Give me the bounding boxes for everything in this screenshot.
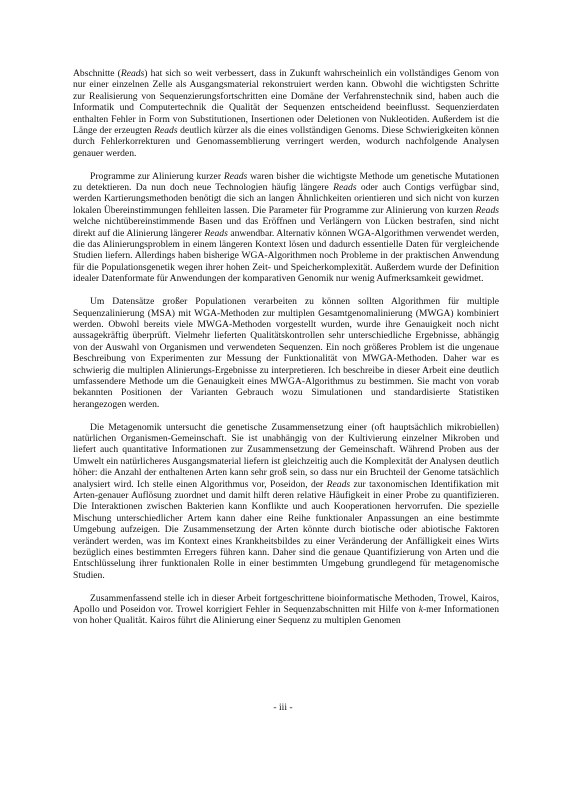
italic-term: Reads	[475, 204, 499, 216]
text-run: Die Metagenomik untersucht die genetische Zusammensetzung einer (oft hauptsächlich mikrobiellen) natürlichen Organismen-Gemeinschaft. Sie ist unabhängig von der Kultivierung einzelner Mikroben und liefert auch quantitative Informationen zur Zusammensetzung der Gemeinschaft. Während Proben aus der Umwelt ein natürlicheres Ausgangsmaterial liefern ist gleichzeitig auch die Komplexität der Analysen deutlich höher: die Anzahl der enthaltenen Arten kann sehr groß sein, so dass nur ein Bruchteil der Genome tatsächlich analysiert wird. Ich stelle einen Algorithmus vor, Poseidon, der	[73, 421, 499, 490]
paragraph-spacer	[73, 581, 499, 592]
text-run: deutlich kürzer als die eines vollständigen Genoms. Diese Schwierigkeiten können durch Fehlerkorrekturen und Genomassemblierung verringert werden, wodurch nachfolgende Analysen genauer werden.	[73, 125, 499, 159]
text-run: Abschnitte (	[73, 68, 121, 79]
paragraph	[73, 296, 499, 410]
italic-term: Reads	[223, 170, 248, 182]
page-number: - iii -	[273, 702, 293, 713]
paragraph	[73, 68, 499, 159]
paragraph-spacer	[73, 410, 499, 421]
body-text	[73, 68, 499, 627]
italic-term: k	[418, 604, 423, 616]
paragraph-spacer	[73, 159, 499, 170]
italic-term: Reads	[154, 125, 178, 137]
paragraph	[73, 422, 499, 582]
text-run: anwendbar. Alternativ können WGA-Algorithmen verwendet werden, die das Alinierungsproblem in einem längeren Kontext lösen und dadurch essentielle Daten für vergleichende Studien liefern. Allerdings haben bisherige WGA-Algorithmen noch Probleme in der praktischen Anwendung für die Populationsgenetik wegen ihrer hohen Zeit- und Speicherkomplexität. Außerdem wurde der Definition idealer Datenformate für Anwendungen der komparativen Genomik nur wenig Aufmerksamkeit gewidmet.	[73, 227, 499, 285]
text-run: ) hat sich so weit verbessert, dass in Zukunft wahrscheinlich ein vollständiges Genom von nur einer einzelnen Zelle als Ausgangsmaterial rekonstruiert werden kann. Obwohl die wichtigsten Schritte zur Realisierung von Sequenzierungsfortschritten eine Domäne der Verfahrenstechnik sind, haben auch die Informatik und Computertechnik die Qualität der Sequenzen entscheidend beeinflusst. Sequenzierdaten enthalten Fehler in Form von Substitutionen, Insertionen oder Deletionen von Nukleotiden. Außerdem ist die Länge der erzeugten	[73, 68, 499, 137]
paragraph-spacer	[73, 285, 499, 296]
text-run: zur taxonomischen Identifikation mit Arten-genauer Auflösung zuordnet und damit hilft deren relative Häufigkeit in einer Probe zu quantifizieren. Die Interaktionen zwischen Bakterien kann Konflikte und auch Kooperationen hervorrufen. Die spezielle Mischung unterschiedlicher Artem kann daher eine Reihe funktionaler Anpassungen an eine bestimmte Umgebung aufzeigen. Die Zusammensetzung der Arten könnte durch biotische oder abiotische Faktoren verändert werden, was im Kontext eines Krankheitsbildes zu einer Veränderung der Anfälligkeit eines Wirts bezüglich eines bestimmten Erregers führen kann. Daher sind die genaue Quantifizierung von Arten und die Entschlüsselung ihrer funktionalen Rolle in einer bestimmten Umgebung grundlegend für metagenomische Studien.	[73, 478, 500, 581]
italic-term: Reads	[326, 478, 351, 490]
text-run: welche nichtübereinstimmende Basen und das Eröffnen und Verlängern von Lücken bestrafen, sind nicht direkt auf die Alinierung längerer	[73, 216, 499, 239]
text-run: waren bisher die wichtigste Methode um genetische Mutationen zu detektieren. Da nun doch neue Technologien häufig längere	[73, 170, 499, 194]
text-run: oder auch Contigs verfügbar sind, werden Kartierungsmethoden benötigt die sich an langen Ähnlichkeiten orientieren und sich nicht von kurzen lokalen Übereinstimmungen fehlleiten lassen. Die Parameter für Programme zur Alinierung von kurzen	[73, 182, 499, 216]
italic-term: Reads	[204, 227, 228, 239]
text-run: -mer Informationen von hoher Qualität. Kairos führt die Alinierung einer Sequenz zu multiplen Genomen	[73, 604, 499, 627]
text-run: Programme zur Alinierung kurzer	[90, 170, 224, 182]
paragraph	[73, 593, 499, 627]
text-run: Zusammenfassend stelle ich in dieser Arbeit fortgeschrittene bioinformatische Methoden, Trowel, Kairos, Apollo und Poseidon vor. Trowel korrigiert Fehler in Sequenzabschnitten mit Hilfe von	[73, 592, 499, 616]
italic-term: Reads	[333, 182, 357, 194]
italic-term: Reads	[120, 68, 145, 79]
text-run: Um Datensätze großer Populationen verarbeiten zu können sollten Algorithmen für multiple Sequenzalinierung (MSA) mit WGA-Methoden zur multiplen Gesamtgenomalinierung (MWGA) kombiniert werden. Obwohl bereits viele MWGA-Methoden vorgestellt wurden, wurde ihre Genauigkeit noch nicht aussagekräftig überprüft. Vielmehr lieferten Qualitätskontrollen sehr unterschiedliche Ergebnisse, abhängig von der Auswahl von Organismen und verwendeten Sequenzen. Ein noch größeres Problem ist die ungenaue Beschreibung von Experimenten zur Messung der Funktionalität von MWGA-Methoden. Daher war es schwierig die multiplen Alinierungs-Ergebnisse zu interpretieren. Ich beschreibe in dieser Arbeit eine deutlich umfassendere Methode um die Genauigkeit eines MWGA-Algorithmus zu bestimmen. Sie macht von vorab bekannten Positionen der Varianten Gebrauch wozu Simulationen und standardisierte Statistiken herangezogen werden.	[73, 296, 499, 410]
paragraph	[73, 171, 499, 285]
